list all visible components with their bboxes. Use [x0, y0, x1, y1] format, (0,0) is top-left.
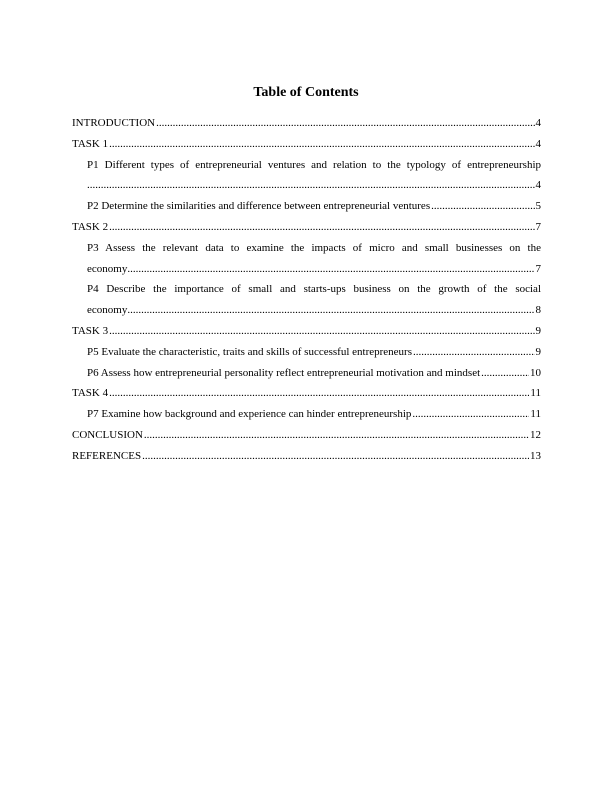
- toc-entry-page: 13: [530, 449, 541, 462]
- toc-entry-label: P6 Assess how entrepreneurial personality reflect entrepreneurial motivation and mindset: [87, 366, 481, 379]
- dot-leader: [109, 134, 534, 155]
- toc-entry-page: 7: [535, 262, 541, 275]
- toc-entry-label: TASK 1: [72, 137, 109, 150]
- toc-entry-p7[interactable]: [72, 404, 541, 425]
- dot-leader: [109, 217, 534, 238]
- toc-entry-label: TASK 2: [72, 220, 109, 233]
- toc-entry-label: REFERENCES: [72, 449, 142, 462]
- toc-entry-page: 4: [535, 137, 541, 150]
- toc-entry-task-1[interactable]: [72, 134, 541, 155]
- toc-entry-page: 4: [535, 179, 541, 192]
- toc-entry-label-line1: P4 Describe the importance of small and starts-ups business on the growth of the social: [87, 283, 541, 296]
- toc-entry-page: 12: [530, 428, 541, 441]
- toc-entry-p5[interactable]: [72, 342, 541, 363]
- dot-leader: [156, 113, 534, 134]
- dot-leader: [109, 321, 534, 342]
- toc-title: Table of Contents: [253, 85, 359, 100]
- toc-list: [72, 113, 541, 467]
- toc-entry-task-4[interactable]: [72, 383, 541, 404]
- toc-entry-label: INTRODUCTION: [72, 117, 156, 129]
- toc-entry-page: 4: [535, 117, 541, 129]
- toc-entry-p4[interactable]: [72, 279, 541, 321]
- toc-entry-label: TASK 4: [72, 387, 109, 400]
- toc-entry-page: 8: [535, 304, 541, 317]
- toc-entry-page: 7: [535, 220, 541, 233]
- toc-entry-label: P5 Evaluate the characteristic, traits and skills of successful entrepreneurs: [87, 345, 412, 358]
- toc-entry-page: 10: [530, 366, 541, 379]
- toc-entry-label-line2: economy: [87, 262, 128, 275]
- toc-entry-label: P2 Determine the similarities and difference between entrepreneurial ventures: [87, 200, 431, 213]
- toc-entry-p3[interactable]: [72, 238, 541, 280]
- toc-entry-p2[interactable]: [72, 196, 541, 217]
- toc-entry-label-line1: P1 Different types of entrepreneurial ventures and relation to the typology of entrepreneurship: [87, 158, 541, 171]
- dot-leader: [431, 196, 534, 217]
- toc-entry-label-line2: economy: [87, 304, 128, 317]
- dot-leader: [412, 404, 529, 425]
- toc-entry-conclusion[interactable]: [72, 425, 541, 446]
- dot-leader: [87, 175, 535, 196]
- toc-entry-label-line1: P3 Assess the relevant data to examine the impacts of micro and small businesses on the: [87, 241, 541, 254]
- toc-entry-label: TASK 3: [72, 324, 109, 337]
- toc-entry-page: 11: [530, 408, 541, 421]
- toc-entry-p6[interactable]: [72, 363, 541, 384]
- dot-leader: [481, 363, 529, 384]
- toc-entry-page: 9: [535, 324, 541, 337]
- dot-leader: [109, 383, 529, 404]
- toc-entry-references[interactable]: [72, 446, 541, 467]
- toc-entry-task-2[interactable]: [72, 217, 541, 238]
- dot-leader: [144, 425, 529, 446]
- toc-entry-label: P7 Examine how background and experience can hinder entrepreneurship: [87, 408, 412, 421]
- dot-leader: [413, 342, 535, 363]
- dot-leader: [127, 259, 534, 280]
- toc-entry-task-3[interactable]: [72, 321, 541, 342]
- toc-entry-page: 11: [530, 387, 541, 400]
- toc-entry-p1[interactable]: [72, 155, 541, 197]
- toc-entry-page: 9: [535, 345, 541, 358]
- toc-entry-page: 5: [535, 200, 541, 213]
- toc-entry-label: CONCLUSION: [72, 428, 143, 441]
- dot-leader: [127, 300, 534, 321]
- dot-leader: [142, 446, 529, 467]
- toc-entry-introduction[interactable]: [72, 113, 541, 134]
